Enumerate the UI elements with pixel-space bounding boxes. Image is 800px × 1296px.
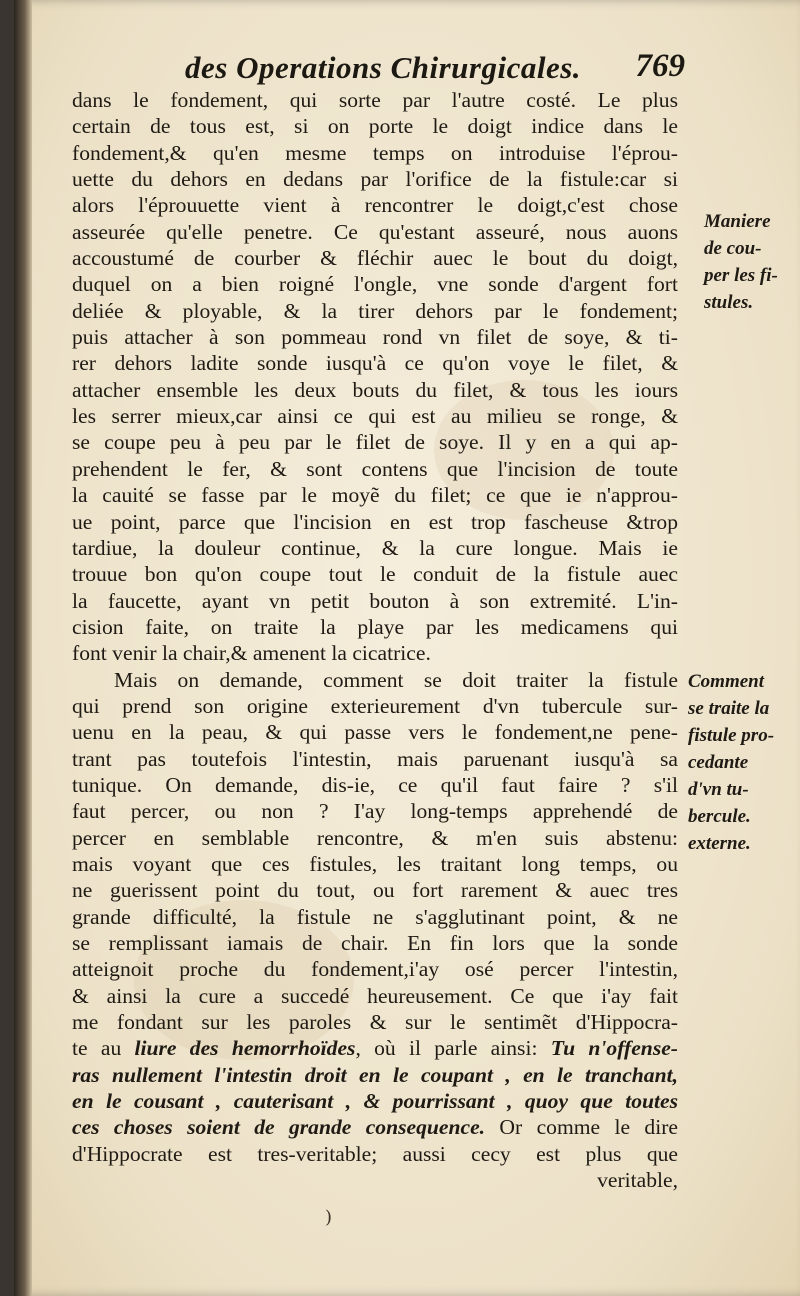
text-line: les serrer mieux,car ainsi ce qui est au milieu se ronge, & xyxy=(72,404,678,429)
text-line: & ainsi la cure a succedé heureusement. Ce que i'ay fait xyxy=(72,983,678,1008)
italic-quote-line: ras nullement l'intestin droit en le coupant , en le tranchant, xyxy=(72,1062,678,1087)
margin-note-line: stules. xyxy=(704,292,754,313)
italic-book-title: liure des hemorrhoïdes xyxy=(134,1036,356,1061)
page-number: 769 xyxy=(635,48,685,84)
text-line: percer en semblable rencontre, & m'en suis abstenu: xyxy=(72,825,678,850)
margin-note-line: per les fi- xyxy=(704,265,778,286)
text-line: alors l'éprouuette vient à rencontrer le doigt,c'est chose xyxy=(72,193,678,218)
text-segment: Or comme le dire xyxy=(485,1115,678,1140)
margin-note-line: bercule. xyxy=(688,806,751,827)
text-line: se coupe peu à peu par le filet de soye. Il y en a qui ap- xyxy=(72,430,678,455)
margin-note-line: de cou- xyxy=(704,238,762,259)
text-line-mixed xyxy=(72,1114,678,1140)
text-line: ne guerissent point du tout, ou fort rarement & auec tres xyxy=(72,878,678,903)
text-line: tardiue, la douleur continue, & la cure longue. Mais ie xyxy=(72,535,678,560)
text-line: la faucette, ayant vn petit bouton à son extremité. L'in- xyxy=(72,588,678,613)
text-line: grande difficulté, la fistule ne s'agglutinant point, & ne xyxy=(72,904,678,929)
text-line: attacher ensemble les deux bouts du filet, & tous les iours xyxy=(72,377,678,402)
text-segment: , où il parle ainsi: xyxy=(355,1036,551,1061)
text-line: d'Hippocrate est tres-veritable; aussi cecy est plus que xyxy=(72,1141,678,1166)
text-line: dans le fondement, qui sorte par l'autre costé. Le plus xyxy=(72,88,678,112)
margin-note-line: Comment xyxy=(688,671,765,692)
italic-quote-line: en le cousant , cauterisant , & pourrissant , quoy que toutes xyxy=(72,1089,678,1114)
text-line: cision faite, on traite la playe par les medicamens qui xyxy=(72,614,678,639)
text-line: trant pas toutefois l'intestin, mais paruenant iusqu'à sa xyxy=(72,746,678,771)
text-line: prehendent le fer, & sont contens que l'incision de toute xyxy=(72,456,678,481)
margin-note-line: cedante xyxy=(688,752,749,773)
margin-note-method xyxy=(704,208,778,316)
text-line: qui prend son origine exterieurement d'vn tubercule sur- xyxy=(72,693,678,718)
margin-note-line: Maniere xyxy=(704,211,771,232)
text-line: rer dehors ladite sonde iusqu'à ce qu'on voye le filet, & xyxy=(72,351,678,376)
book-spine-shadow xyxy=(14,0,32,1296)
margin-note-line: se traite la xyxy=(688,698,770,719)
catchword: veritable, xyxy=(597,1168,678,1193)
text-line: me fondant sur les paroles & sur le sentimẽt d'Hippocra- xyxy=(72,1010,678,1035)
text-line: accoustumé de courber & fléchir auec le bout du doigt, xyxy=(72,246,678,271)
text-line: ue point, parce que l'incision en est trop fascheuse &trop xyxy=(72,509,678,534)
margin-note-line: fistule pro- xyxy=(688,725,775,746)
text-line: fondement,& qu'en mesme temps on introduise l'éprou- xyxy=(72,140,678,165)
margin-note-line: d'vn tu- xyxy=(688,779,749,800)
text-line: font venir la chair,& amenent la cicatrice. xyxy=(72,641,431,666)
margin-note-line: externe. xyxy=(688,833,751,854)
text-line: faut percer, ou non ? I'ay long-temps apprehendé de xyxy=(72,799,678,824)
text-line: certain de tous est, si on porte le doigt indice dans le xyxy=(72,114,678,139)
page-header xyxy=(185,44,685,90)
text-line: atteignoit proche du fondement,i'ay osé percer l'intestin, xyxy=(72,957,678,982)
text-line: asseurée qu'elle penetre. Ce qu'estant asseuré, nous auons xyxy=(72,219,678,244)
text-line: uenu en la peau, & qui passe vers le fondement,ne pene- xyxy=(72,720,678,745)
text-segment: te au xyxy=(72,1036,135,1061)
text-line: se remplissant iamais de chair. En fin lors que la sonde xyxy=(72,931,678,955)
text-line: tunique. On demande, dis-ie, ce qu'il faut faire ? s'il xyxy=(72,772,678,797)
running-title: des Operations Chirurgicales. xyxy=(185,50,582,85)
text-line: deliée & ployable, & la tirer dehors par le fondement; xyxy=(72,298,678,323)
text-line: la cauité se fasse par le moyẽ du filet; ce que ie n'approu- xyxy=(72,483,678,508)
print-mark: ) xyxy=(325,1207,333,1228)
text-line: Mais on demande, comment se doit traiter la fistule xyxy=(114,667,678,692)
text-line: duquel on a bien roigné l'ongle, vne sonde d'argent fort xyxy=(72,272,678,297)
italic-quote: ces choses soient de grande consequence. xyxy=(72,1115,486,1140)
margin-note-external-tubercle xyxy=(688,668,774,857)
text-line: puis attacher à son pommeau rond vn filet de soye, & ti- xyxy=(72,325,678,350)
italic-quote: Tu n'offense- xyxy=(550,1036,678,1061)
text-line: trouue bon qu'on coupe tout le conduit de la fistule auec xyxy=(72,562,678,587)
text-line-mixed xyxy=(72,1035,678,1061)
text-line: mais voyant que ces fistules, les traitant long temps, ou xyxy=(72,851,678,876)
text-line: uette du dehors en dedans par l'orifice de la fistule:car si xyxy=(72,167,678,192)
main-text-block xyxy=(72,87,678,1193)
